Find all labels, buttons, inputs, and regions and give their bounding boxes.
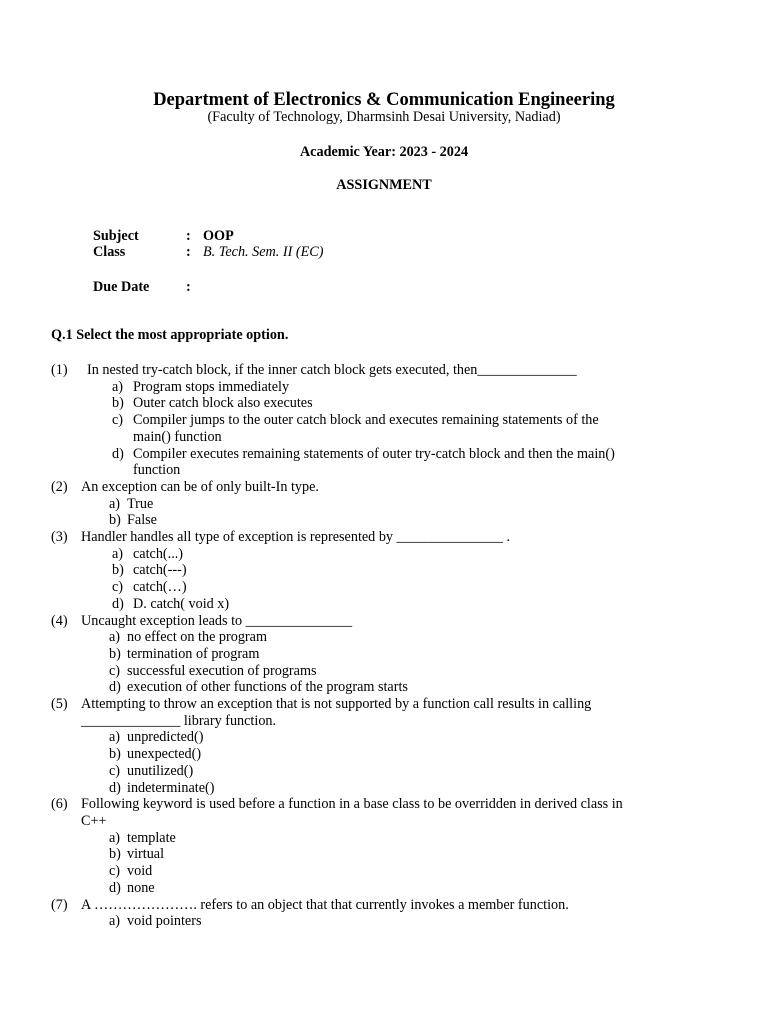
option-text: catch(---) [133,562,187,579]
option-label: d) [112,445,124,462]
option-label: a) [109,913,121,930]
question-list [51,362,631,930]
faculty-subtitle: (Faculty of Technology, Dharmsinh Desai University, Nadiad) [207,109,561,125]
option-text: virtual [127,846,165,863]
option-text: catch(…) [133,579,187,596]
question-text: A …………………. refers to an object that that currently invokes a member function. [81,896,569,913]
option-b [51,646,631,663]
option-a [51,629,631,646]
option-a [51,546,631,563]
option-list [51,546,631,613]
option-text: False [127,512,157,529]
option-d [51,880,631,897]
option-d [51,446,631,479]
option-text: True [127,495,154,512]
option-a [51,496,631,513]
option-c [51,663,631,680]
document-type-heading: ASSIGNMENT [336,177,432,193]
option-c [51,763,631,780]
option-label: d) [112,595,124,612]
option-label: c) [112,579,124,596]
option-list [51,629,631,696]
question-number: (3) [51,529,68,546]
question-3 [51,529,631,613]
option-b [51,846,631,863]
option-b [51,746,631,763]
question-text: In nested try-catch block, if the inner catch block gets executed, then______________ [87,362,577,378]
option-a [51,729,631,746]
question-number: (5) [51,696,68,713]
option-text: catch(...) [133,545,184,562]
option-b [51,562,631,579]
option-text: unexpected() [127,746,202,763]
option-text: Program stops immediately [133,378,290,395]
question-text: Handler handles all type of exception is represented by _______________ . [81,529,511,546]
class-colon: : [186,244,191,260]
option-a [51,913,631,930]
option-text: successful execution of programs [127,662,317,679]
question-5 [51,696,631,796]
option-text: unutilized() [127,762,194,779]
option-label: d) [109,879,121,896]
option-a [51,379,631,396]
option-d [51,679,631,696]
option-text: termination of program [127,645,260,662]
option-d [51,596,631,613]
option-label: a) [109,495,121,512]
department-title: Department of Electronics & Communication Engineering [153,90,615,110]
option-text: Compiler jumps to the outer catch block and executes remaining statements of the main() function [133,412,599,445]
option-label: d) [109,679,121,696]
option-text: unpredicted() [127,729,204,746]
option-text: Outer catch block also executes [133,395,313,412]
option-label: c) [109,762,121,779]
option-list [51,379,631,479]
subject-colon: : [186,228,191,244]
question-number: (6) [51,796,68,813]
option-text: none [127,879,155,896]
option-c [51,579,631,596]
question-number: (2) [51,478,68,495]
question-text: An exception can be of only built-In type. [81,478,319,495]
option-label: b) [112,562,124,579]
class-value: B. Tech. Sem. II (EC) [203,244,324,260]
option-label: c) [112,412,124,429]
section-heading: Q.1 Select the most appropriate option. [51,327,289,343]
option-text: template [127,829,176,846]
option-label: c) [109,662,121,679]
option-label: b) [112,395,124,412]
question-6 [51,796,631,896]
option-text: D. catch( void x) [133,595,230,612]
option-label: c) [109,863,121,880]
option-text: void [127,863,153,880]
option-a [51,830,631,847]
subject-label: Subject [93,228,139,244]
academic-year: Academic Year: 2023 - 2024 [299,144,469,160]
option-label: a) [109,629,121,646]
option-b [51,512,631,529]
option-label: b) [109,512,121,529]
option-c [51,863,631,880]
option-label: b) [109,846,121,863]
class-label: Class [93,244,126,260]
question-number: (7) [51,896,68,913]
question-number: (4) [51,612,68,629]
question-1 [51,362,631,479]
question-text: Following keyword is used before a function in a base class to be overridden in derived class in C++ [81,796,623,829]
question-number: (1) [51,362,68,378]
option-label: a) [112,378,124,395]
option-label: d) [109,779,121,796]
option-list [51,830,631,897]
option-list [51,729,631,796]
due-date-colon: : [186,279,191,295]
subject-value: OOP [203,228,234,244]
option-text: no effect on the program [127,629,267,646]
option-label: a) [109,729,121,746]
option-text: Compiler executes remaining statements of outer try-catch block and then the main() function [133,445,615,479]
option-label: a) [109,829,121,846]
option-label: b) [109,645,121,662]
question-text: Attempting to throw an exception that is not supported by a function call results in calling ______________ library function. [81,696,592,729]
option-text: execution of other functions of the program starts [127,679,408,696]
option-label: b) [109,746,121,763]
option-d [51,780,631,797]
option-text: void pointers [127,913,202,930]
option-list [51,913,631,930]
question-2 [51,479,631,529]
option-c [51,412,631,445]
question-4 [51,613,631,697]
due-date-label: Due Date [93,279,150,295]
option-text: indeterminate() [127,779,215,796]
option-list [51,496,631,529]
option-b [51,395,631,412]
question-text: Uncaught exception leads to _______________ [81,612,353,629]
question-7 [51,897,631,930]
option-label: a) [112,545,124,562]
